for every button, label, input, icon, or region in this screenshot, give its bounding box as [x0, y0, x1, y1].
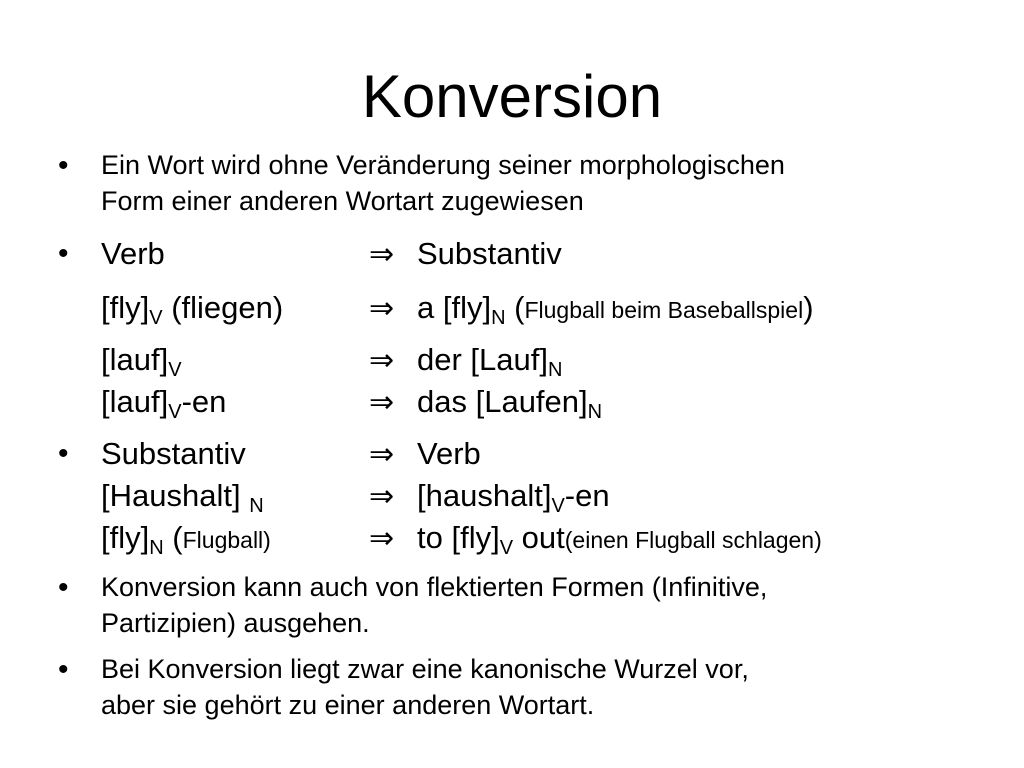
implies-arrow-icon: ⇒	[369, 385, 395, 420]
verb-heading-right: ⇒ Substantiv	[369, 234, 562, 275]
implies-arrow-icon: ⇒	[369, 343, 395, 378]
example-left: [Haushalt] $_N$	[101, 478, 264, 517]
paragraph-1-line-1: Ein Wort wird ohne Veränderung seiner morphologischen	[101, 150, 785, 180]
example-right: ⇒ der $[Lauf]_N$	[369, 342, 563, 381]
bullet-5: •	[58, 653, 69, 686]
paragraph-1-line-2: Form einer anderen Wortart zugewiesen	[101, 186, 584, 216]
example-left: $[fly]_V$ (fliegen)	[101, 290, 284, 329]
paragraph-5	[101, 651, 749, 723]
paragraph-5-line-2: aber sie gehört zu einer anderen Wortart.	[101, 690, 595, 720]
bullet-2: •	[58, 237, 69, 270]
paragraph-5-line-1: Bei Konversion liegt zwar eine kanonische Wurzel vor,	[101, 654, 749, 684]
example-right: ⇒ a $[fly]_N$ (Flugball beim Baseballspiel)	[369, 290, 814, 329]
example-right: ⇒ $[haushalt]_V-en$	[369, 478, 610, 517]
implies-arrow-icon: ⇒	[369, 521, 395, 556]
subst-heading-left: Substantiv	[101, 436, 246, 471]
example-left: $[fly]_N$ (Flugball)	[101, 520, 271, 559]
paragraph-4-line-1: Konversion kann auch von flektierten Formen (Infinitive,	[101, 572, 768, 602]
implies-arrow-icon: ⇒	[369, 437, 395, 472]
implies-arrow-icon: ⇒	[369, 291, 395, 326]
paragraph-1	[101, 147, 785, 219]
bullet-4: •	[58, 571, 69, 604]
subst-heading-right: ⇒ Verb	[369, 434, 481, 475]
bullet-3: •	[58, 437, 69, 470]
slide-title: Konversion	[361, 63, 663, 130]
example-left: $[lauf]_V$	[101, 342, 182, 381]
implies-arrow-icon: ⇒	[369, 479, 395, 514]
example-left: $[lauf]_V-en$	[101, 384, 227, 423]
example-right: ⇒ das $[Laufen]_N$	[369, 384, 603, 423]
bullet-1: •	[58, 149, 69, 182]
paragraph-4	[101, 569, 767, 641]
paragraph-4-line-2: Partizipien) ausgehen.	[101, 608, 370, 638]
verb-heading-left: Verb	[101, 236, 165, 271]
implies-arrow-icon: ⇒	[369, 237, 395, 272]
example-right: ⇒ to $[fly]_V$ out(einen Flugball schlagen)	[369, 520, 822, 559]
